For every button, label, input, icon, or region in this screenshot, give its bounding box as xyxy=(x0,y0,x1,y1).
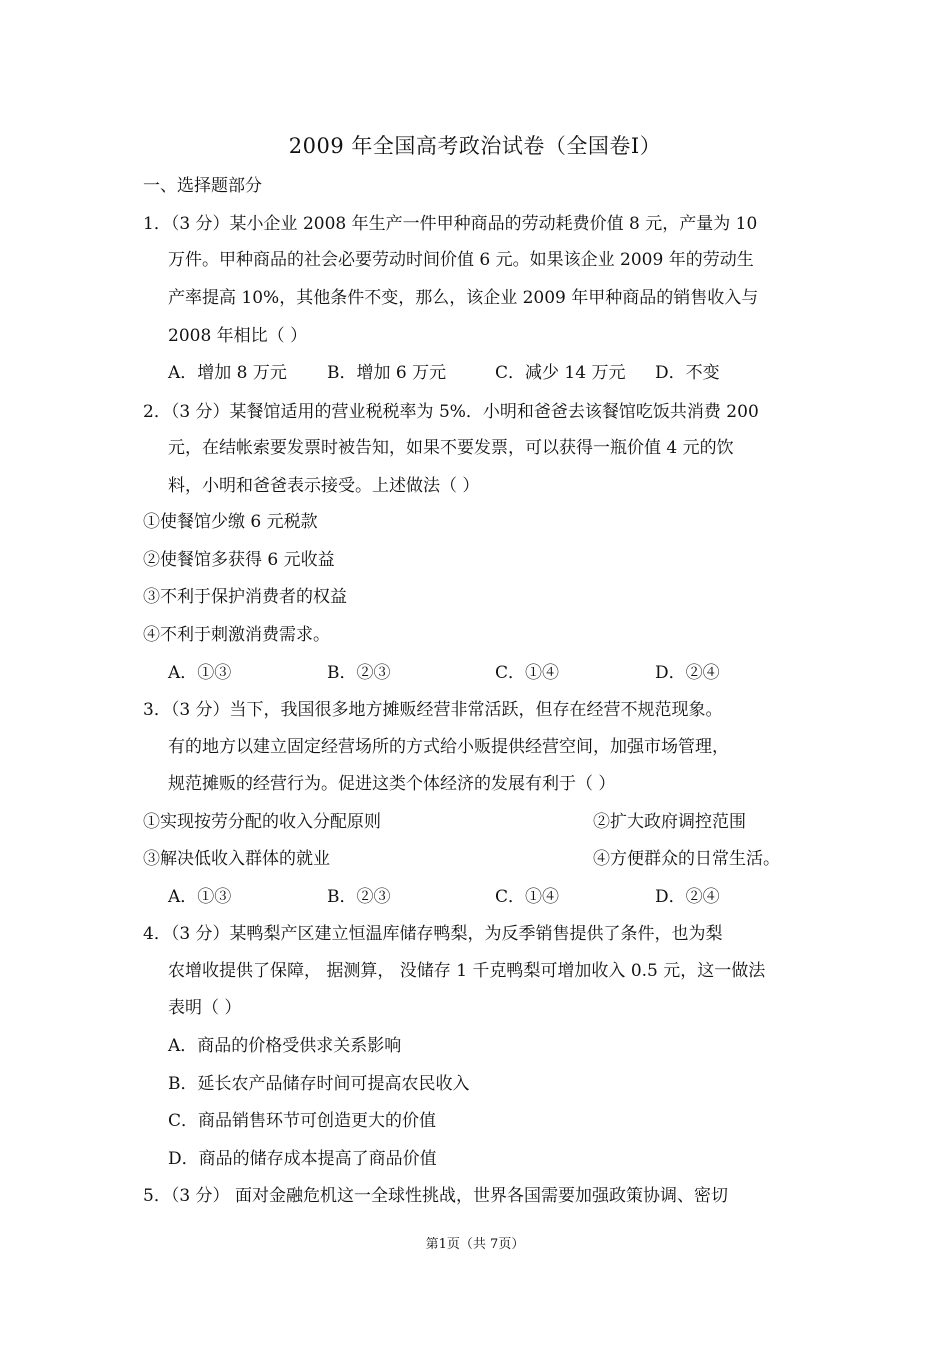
q1-option-a: A．增加 8 万元 xyxy=(168,363,287,383)
page-title: 2009 年全国高考政治试卷（全国卷Ⅰ） xyxy=(288,134,662,158)
page-footer: 第1页（共 7页） xyxy=(425,1237,525,1252)
q2-item-2: ②使餐馆多获得 6 元收益 xyxy=(143,550,335,570)
q1-line-1: 1．（3 分）某小企业 2008 年生产一件甲种商品的劳动耗费价值 8 元，产量为 10 xyxy=(143,214,758,234)
q3-item-1: ①实现按劳分配的收入分配原则 xyxy=(143,812,381,832)
q2-option-b: B．②③ xyxy=(327,663,391,683)
q3-item-3: ③解决低收入群体的就业 xyxy=(143,849,330,869)
q3-option-c: C．①④ xyxy=(495,887,560,907)
q2-option-a: A．①③ xyxy=(168,663,232,683)
q1-option-b: B．增加 6 万元 xyxy=(327,363,447,383)
q4-option-d: D．商品的储存成本提高了商品价值 xyxy=(168,1149,437,1169)
q1-option-c: C．减少 14 万元 xyxy=(495,363,626,383)
q3-option-a: A．①③ xyxy=(168,887,232,907)
q2-line-2: 元，在结帐索要发票时被告知，如果不要发票，可以获得一瓶价值 4 元的饮 xyxy=(168,438,734,458)
q2-item-1: ①使餐馆少缴 6 元税款 xyxy=(143,512,318,532)
q3-option-b: B．②③ xyxy=(327,887,391,907)
q2-option-c: C．①④ xyxy=(495,663,560,683)
q1-line-4: 2008 年相比（ ） xyxy=(168,326,308,346)
q2-line-1: 2．（3 分）某餐馆适用的营业税税率为 5%．小明和爸爸去该餐馆吃饭共消费 200 xyxy=(143,402,759,422)
q3-item-4: ④方便群众的日常生活。 xyxy=(593,849,780,869)
q4-line-1: 4．（3 分）某鸭梨产区建立恒温库储存鸭梨，为反季销售提供了条件，也为梨 xyxy=(143,924,723,944)
q3-line-2: 有的地方以建立固定经营场所的方式给小贩提供经营空间，加强市场管理， xyxy=(168,737,729,757)
q3-item-2: ②扩大政府调控范围 xyxy=(593,812,746,832)
q3-option-d: D．②④ xyxy=(655,887,720,907)
q1-line-2: 万件。甲种商品的社会必要劳动时间价值 6 元。如果该企业 2009 年的劳动生 xyxy=(168,250,754,270)
q3-line-3: 规范摊贩的经营行为。促进这类个体经济的发展有利于（ ） xyxy=(168,774,616,794)
q3-line-1: 3．（3 分）当下，我国很多地方摊贩经营非常活跃，但存在经营不规范现象。 xyxy=(143,700,723,720)
q4-line-3: 表明（ ） xyxy=(168,998,242,1018)
q1-line-3: 产率提高 10%，其他条件不变，那么，该企业 2009 年甲种商品的销售收入与 xyxy=(168,288,759,308)
q4-option-c: C．商品销售环节可创造更大的价值 xyxy=(168,1111,437,1131)
q2-item-4: ④不利于刺激消费需求。 xyxy=(143,625,330,645)
q1-option-d: D．不变 xyxy=(655,363,720,383)
q2-line-3: 料，小明和爸爸表示接受。上述做法（ ） xyxy=(168,476,480,496)
q2-item-3: ③不利于保护消费者的权益 xyxy=(143,587,347,607)
q5-line-1: 5．（3 分） 面对金融危机这一全球性挑战，世界各国需要加强政策协调、密切 xyxy=(143,1186,728,1206)
q4-option-b: B．延长农产品储存时间可提高农民收入 xyxy=(168,1074,470,1094)
q2-option-d: D．②④ xyxy=(655,663,720,683)
q4-line-2: 农增收提供了保障， 据测算， 没储存 1 千克鸭梨可增加收入 0.5 元，这一做法 xyxy=(168,961,766,981)
section-heading: 一、选择题部分 xyxy=(143,176,262,196)
q4-option-a: A．商品的价格受供求关系影响 xyxy=(168,1036,402,1056)
